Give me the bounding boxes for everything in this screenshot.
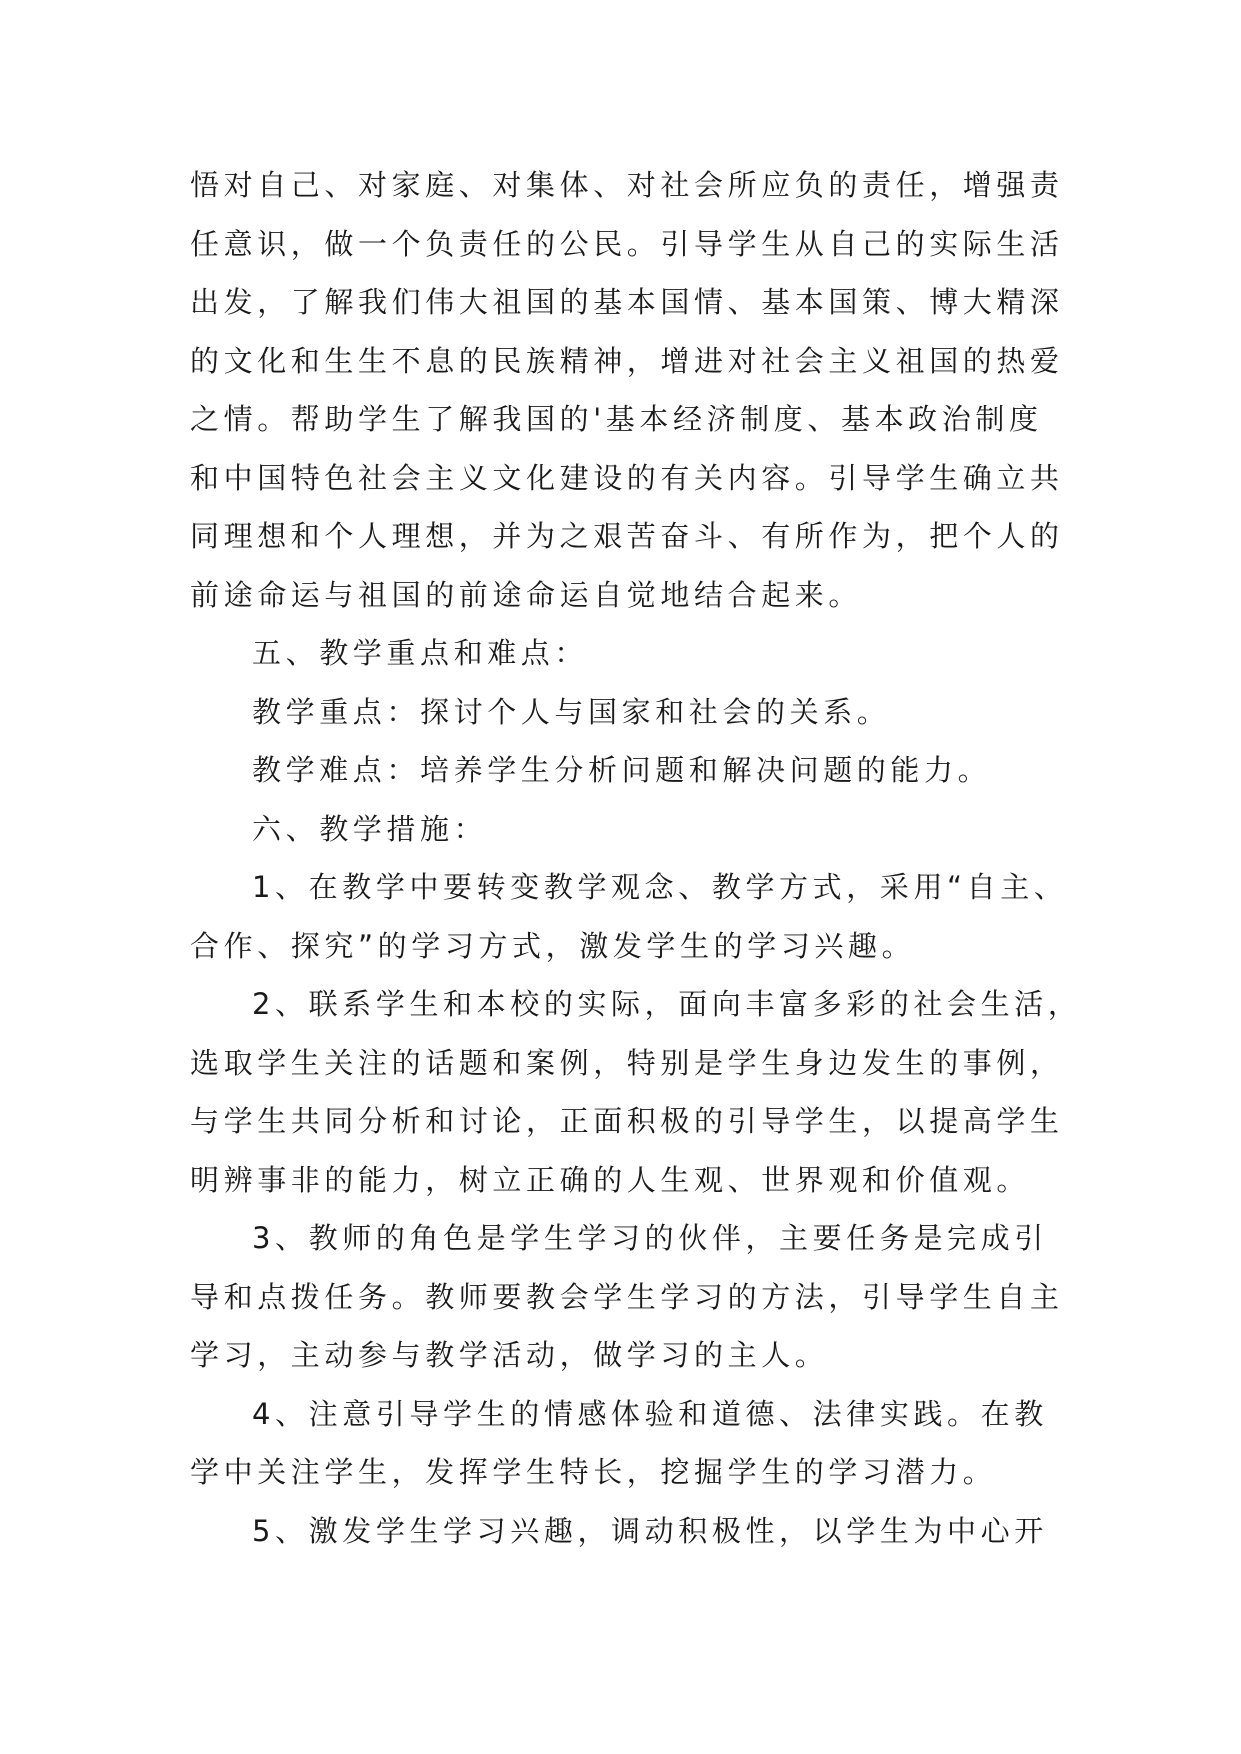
text-line: 明辨事非的能力，树立正确的人生观、世界观和价值观。 — [190, 1162, 1031, 1197]
measure-item-2 — [190, 975, 1082, 1209]
text-line: 之情。帮助学生了解我国的'基本经济制度、基本政治制度 — [190, 402, 1043, 436]
text-line: 前途命运与祖国的前途命运自觉地结合起来。 — [190, 577, 863, 612]
paragraph-responsibility — [190, 156, 1064, 624]
text-line: 4、注意引导学生的情感体验和道德、法律实践。在教 — [252, 1396, 1048, 1431]
text-line: 同理想和个人理想，并为之艰苦奋斗、有所作为，把个人的 — [190, 519, 1064, 553]
text-line: 和中国特色社会主义文化建设的有关内容。引导学生确立共 — [190, 460, 1064, 495]
document-page — [190, 156, 1082, 1560]
text-line: 与学生共同分析和讨论，正面积极的引导学生，以提高学生 — [190, 1104, 1064, 1138]
text-line: 学中关注学生，发挥学生特长，挖掘学生的学习潜力。 — [190, 1455, 997, 1489]
text-line: 3、教师的角色是学生学习的伙伴，主要任务是完成引 — [252, 1221, 1048, 1255]
measure-item-5 — [190, 1502, 1058, 1561]
text-line: 1、在教学中要转变教学观念、教学方式，采用“自主、 — [252, 870, 1068, 904]
text-line: 悟对自己、对家庭、对集体、对社会所应负的责任，增强责 — [190, 168, 1064, 202]
text-line: 选取学生关注的话题和案例，特别是学生身边发生的事例， — [190, 1045, 1064, 1080]
text-line: 任意识，做一个负责任的公民。引导学生从自己的实际生活 — [190, 226, 1064, 261]
text-line: 出发，了解我们伟大祖国的基本国情、基本国策、博大精深 — [190, 285, 1064, 319]
text-line: 5、激发学生学习兴趣，调动积极性，以学生为中心开 — [252, 1513, 1048, 1548]
text-line: 导和点拨任务。教师要教会学生学习的方法，引导学生自主 — [190, 1279, 1064, 1314]
measure-item-1 — [190, 858, 1068, 975]
text-line: 的文化和生生不息的民族精神，增进对社会主义祖国的热爱 — [190, 343, 1064, 378]
text-line: 学习，主动参与教学活动，做学习的主人。 — [190, 1338, 829, 1372]
difficulty-text: 教学难点：培养学生分析问题和解决问题的能力。 — [252, 753, 992, 787]
section-heading-key-points: 五、教学重点和难点： — [252, 636, 589, 670]
text-line: 2、联系学生和本校的实际，面向丰富多彩的社会生活， — [252, 987, 1082, 1021]
text-line: 合作、探究”的学习方式，激发学生的学习兴趣。 — [190, 928, 916, 963]
measure-item-4 — [190, 1385, 1058, 1502]
section-heading-measures: 六、教学措施： — [252, 811, 488, 846]
key-point-text: 教学重点：探讨个人与国家和社会的关系。 — [252, 694, 891, 729]
measure-item-3 — [190, 1209, 1064, 1385]
